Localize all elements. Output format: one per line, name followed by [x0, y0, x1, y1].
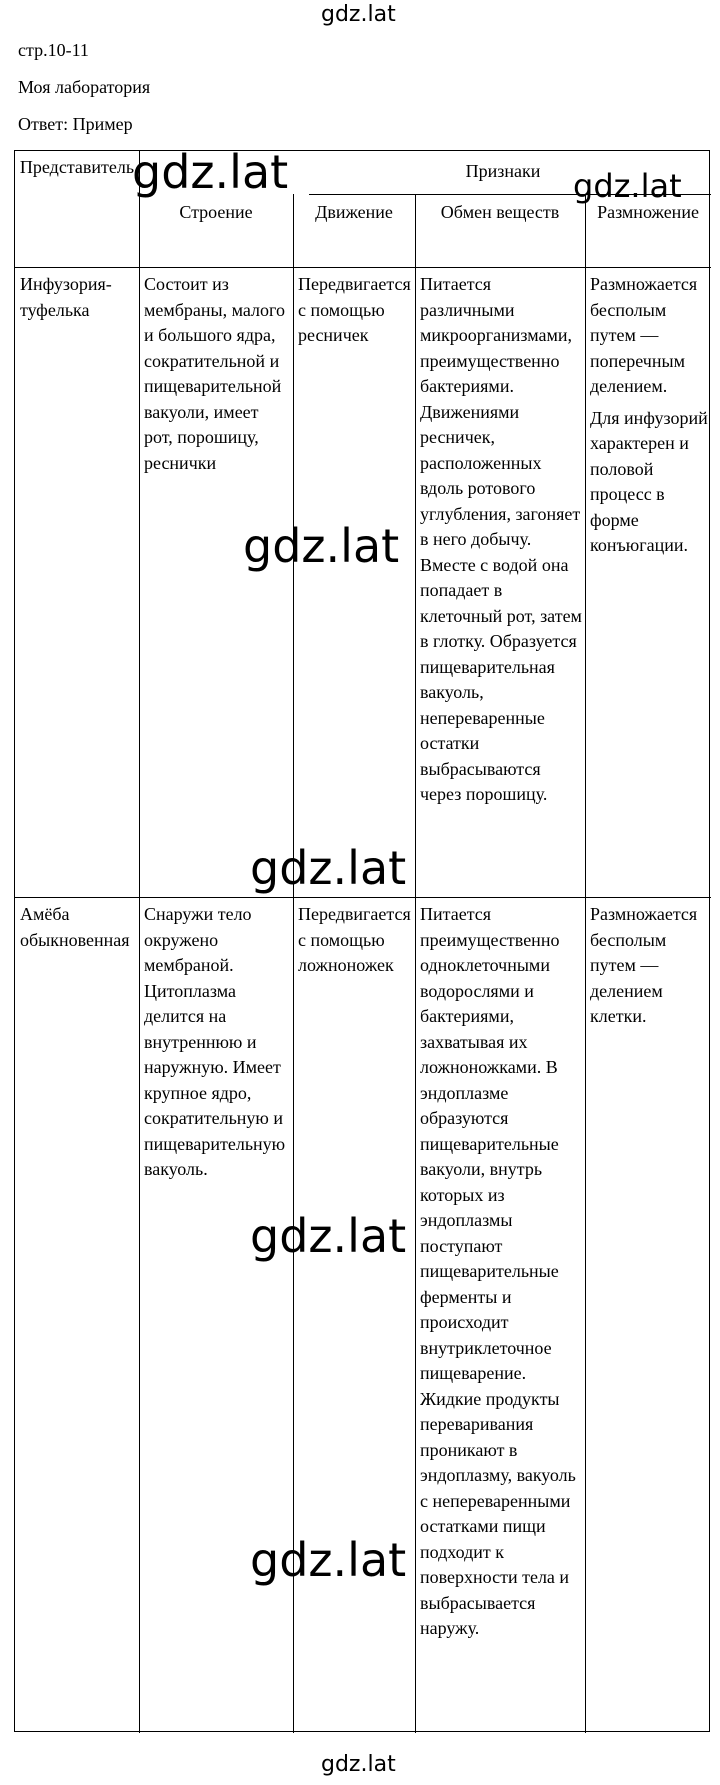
header-representative: Представитель	[19, 157, 135, 177]
watermark-6: gdz.lat	[250, 1533, 407, 1587]
answer-table	[14, 145, 710, 1732]
row1-structure: Состоит из мембраны, малого и большого ядра, сократительной и пищеварительной вакуоли, имеет рот, порошицу, реснички	[144, 274, 285, 473]
answer-label: Ответ: Пример	[18, 114, 133, 134]
table-header-bottom	[15, 267, 711, 268]
row2-reproduction: Размножается бесполым путем — делением клетки.	[590, 904, 698, 1026]
row1-representative: Инфузория-туфелька	[20, 274, 112, 320]
row2-metabolism: Питается преимущественно одноклеточными водорослями и бактериями, захватывая их ложноножками. В эндоплазме образуются пищеварительные вакуоли, внутрь которых из эндоплазмы поступают пищеварительные ферменты и происходит внутриклеточное пищеварение. Жидкие продукты переваривания проникают в эндоплазму, вакуоль с непереваренными остатками пищи подходит к поверхности тела и выбрасывается наружу.	[420, 904, 576, 1638]
column-divider-3	[415, 194, 416, 1733]
watermark-5: gdz.lat	[250, 1209, 407, 1263]
header-metabolism: Обмен веществ	[440, 202, 560, 222]
watermark-top: gdz.lat	[321, 2, 396, 27]
row1-reproduction-sexual: Для инфузорий характерен и половой процесс в форме конъюгации.	[590, 407, 708, 555]
row2-structure: Снаружи тело окружено мембраной. Цитоплазма делится на внутреннюю и наружную. Имеет крупное ядро, сократительную и пищеварительную вакуоль.	[144, 904, 286, 1179]
column-divider-2	[293, 194, 294, 1733]
row1-reproduction	[590, 272, 709, 892]
row1-movement: Передвигается с помощью ресничек	[298, 274, 411, 345]
row2-movement: Передвигается с помощью ложноножек	[298, 904, 411, 975]
watermark-3: gdz.lat	[243, 519, 400, 573]
table-row-divider	[15, 897, 711, 898]
watermark-bottom: gdz.lat	[321, 1752, 396, 1777]
row1-metabolism: Питается различными микроорганизмами, преимущественно бактериями. Движениями ресничек, расположенных вдоль ротового углубления, загоняет в него добычу. Вместе с водой она попадает в клеточный рот, затем в глотку. Образуется пищеварительная вакуоль, непереваренные остатки выбрасываются через порошицу.	[420, 274, 582, 804]
row1-reproduction-asexual: Размножается бесполым путем — поперечным делением.	[590, 274, 698, 396]
header-structure: Строение	[179, 202, 253, 222]
page-title: Моя лаборатория	[18, 77, 151, 97]
watermark-4: gdz.lat	[250, 841, 407, 895]
column-divider-4	[585, 194, 586, 1733]
column-divider-1	[139, 151, 140, 1733]
header-reproduction: Размножение	[597, 202, 699, 222]
header-movement: Движение	[315, 202, 393, 222]
row2-representative: Амёба обыкновенная	[20, 904, 130, 950]
page-reference: стр.10-11	[18, 40, 89, 60]
watermark-1: gdz.lat	[132, 145, 289, 199]
header-features: Признаки	[465, 161, 541, 181]
watermark-2: gdz.lat	[573, 167, 682, 205]
